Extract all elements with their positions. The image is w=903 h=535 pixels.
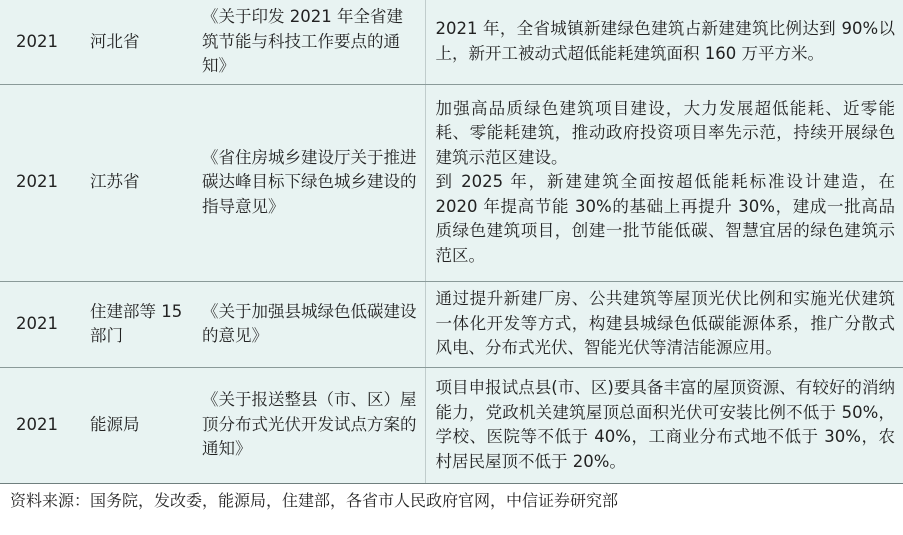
- content-paragraph: 2021 年，全省城镇新建绿色建筑占新建建筑比例达到 90%以上，新开工被动式超低能耗建筑面积 160 万平方米。: [435, 19, 895, 63]
- region-cell: 河北省: [72, 0, 194, 84]
- region-cell: 江苏省: [72, 84, 194, 281]
- content-paragraph: 通过提升新建厂房、公共建筑等屋顶光伏比例和实施光伏建筑一体化开发等方式，构建县城绿色低碳能源体系，推广分散式风电、分布式光伏、智能光伏等清洁能源应用。: [435, 289, 895, 358]
- year-cell: 2021: [0, 0, 72, 84]
- table-row: [0, 367, 903, 483]
- content-paragraph: 加强高品质绿色建筑项目建设，大力发展超低能耗、近零能耗、零能耗建筑，推动政府投资项目率先示范，持续开展绿色建筑示范区建设。: [435, 98, 895, 167]
- document-cell: 《关于印发 2021 年全省建筑节能与科技工作要点的通知》: [194, 0, 425, 84]
- region-cell: 住建部等 15 部门: [72, 281, 194, 367]
- year-cell: 2021: [0, 367, 72, 483]
- region-cell: 能源局: [72, 367, 194, 483]
- document-cell: 《关于加强县城绿色低碳建设的意见》: [194, 281, 425, 367]
- document-cell: 《省住房城乡建设厅关于推进碳达峰目标下绿色城乡建设的指导意见》: [194, 84, 425, 281]
- content-cell: [425, 367, 903, 483]
- content-cell: [425, 0, 903, 84]
- document-cell: 《关于报送整县（市、区）屋顶分布式光伏开发试点方案的通知》: [194, 367, 425, 483]
- table-row: [0, 84, 903, 281]
- year-cell: 2021: [0, 84, 72, 281]
- content-paragraph: 项目申报试点县(市、区)要具备丰富的屋顶资源、有较好的消纳能力，党政机关建筑屋顶总面积光伏可安装比例不低于 50%，学校、医院等不低于 40%，工商业分布式地不低于 30%，农村居民屋顶不低于 20%。: [435, 378, 895, 471]
- content-cell: [425, 281, 903, 367]
- content-cell: [425, 84, 903, 281]
- content-paragraph: 到 2025 年，新建建筑全面按超低能耗标准设计建造，在 2020 年提高节能 30%的基础上再提升 30%，建成一批高品质绿色建筑项目，创建一批节能低碳、智慧宜居的绿色建筑示范区。: [435, 172, 895, 265]
- table-bottom-rule: [0, 483, 903, 484]
- year-cell: 2021: [0, 281, 72, 367]
- source-note: 资料来源：国务院，发改委，能源局，住建部，各省市人民政府官网，中信证券研究部: [10, 491, 619, 510]
- table-row: [0, 0, 903, 84]
- table-row: [0, 281, 903, 367]
